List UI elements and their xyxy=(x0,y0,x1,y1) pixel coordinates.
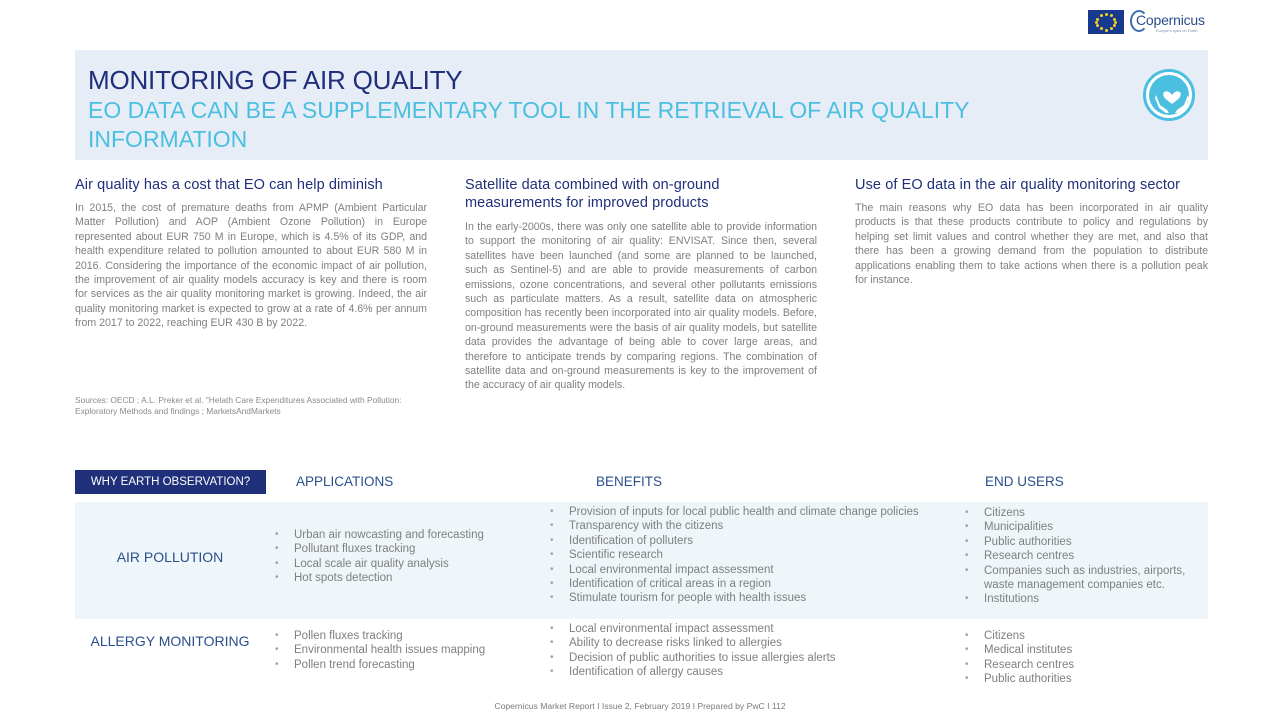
benefits-list xyxy=(550,505,950,606)
list-item: • Local scale air quality analysis xyxy=(275,557,535,571)
list-item: • Urban air nowcasting and forecasting xyxy=(275,528,535,542)
why-eo-label: WHY EARTH OBSERVATION? xyxy=(75,470,266,494)
list-item: • Companies such as industries, airports, waste management companies etc. xyxy=(965,564,1205,593)
column-body: In 2015, the cost of premature deaths from APMP (Ambient Particular Matter Pollution) and AOP (Ambient Ozone Pollution) in Europe represented about EUR 750 M in Europe, which is 4.5% of its GDP, and health expenditure related to pollution amounted to about EUR 580 M in 2016. Considering the importance of the economic impact of air pollution, the improvement of air quality models accuracy is key and there is room for services as the air quality monitoring market is growing. Indeed, the air quality monitoring market is expected to grow at a rate of 4.6% per annum from 2017 to 2022, reaching EUR 430 B by 2022. xyxy=(75,202,427,330)
list-item: • Pollen trend forecasting xyxy=(275,658,535,672)
list-item: • Stimulate tourism for people with health issues xyxy=(550,591,950,605)
benefits-list xyxy=(550,622,950,680)
applications-list xyxy=(275,528,535,586)
page-subtitle: EO DATA CAN BE A SUPPLEMENTARY TOOL IN THE RETRIEVAL OF AIR QUALITY INFORMATION xyxy=(88,97,970,152)
sources-note: Sources: OECD ; A.L. Preker et al. "Helath Care Expenditures Associated with Pollution: Exploratory Methods and findings ; MarketsAndMarkets xyxy=(75,395,402,416)
applications-list xyxy=(275,629,535,672)
list-item: • Identification of allergy causes xyxy=(550,665,950,679)
list-item: • Local environmental impact assessment xyxy=(550,622,950,636)
end-users-list xyxy=(965,629,1205,687)
column-cost xyxy=(75,176,427,331)
end-users-list xyxy=(965,506,1205,607)
column-body: In the early-2000s, there was only one satellite able to provide information to support the monitoring of air quality: ENVISAT. Since then, several satellites have been launched (and some are planned to be launched, such as Sentinel-5) and are able to provide measurements of carbon emissions, ozone concentrations, and several other pollutants emissions such as particulate matters. As a result, satellite data on atmospheric composition has recently been incorporated into air quality models. Before, on-ground measurements were the basis of air quality models, but satellite data provides the advantage of being able to cover large areas, and therefore to anticipate trends by comparing regions. The combination of satellite data and on-ground measurements is key to the improvement of the accuracy of air quality models. xyxy=(465,221,817,392)
list-item: • Citizens xyxy=(965,629,1205,643)
eu-flag-icon xyxy=(1088,10,1124,34)
column-satellite xyxy=(465,176,817,393)
list-item: • Scientific research xyxy=(550,548,950,562)
list-item: • Decision of public authorities to issue allergies alerts xyxy=(550,651,950,665)
logo-area xyxy=(1088,10,1204,36)
list-item: • Local environmental impact assessment xyxy=(550,563,950,577)
list-item: • Citizens xyxy=(965,506,1205,520)
list-item: • Pollen fluxes tracking xyxy=(275,629,535,643)
list-item: • Identification of polluters xyxy=(550,534,950,548)
list-item: • Hot spots detection xyxy=(275,571,535,585)
end-users-header: END USERS xyxy=(985,474,1064,489)
row-label: AIR POLLUTION xyxy=(116,549,224,565)
column-eo-use xyxy=(855,176,1208,287)
list-item: • Provision of inputs for local public health and climate change policies xyxy=(550,505,950,519)
list-item: • Identification of critical areas in a region xyxy=(550,577,950,591)
column-heading: Use of EO data in the air quality monitoring sector xyxy=(855,177,1181,193)
table-row-allergy-monitoring xyxy=(75,620,1208,690)
list-item: • Ability to decrease risks linked to allergies xyxy=(550,636,950,650)
list-item: • Public authorities xyxy=(965,535,1205,549)
page-title: MONITORING OF AIR QUALITY xyxy=(88,65,463,95)
header-band xyxy=(75,50,1208,160)
list-item: • Medical institutes xyxy=(965,643,1205,657)
column-heading: Air quality has a cost that EO can help diminish xyxy=(75,177,383,193)
row-label: ALLERGY MONITORING xyxy=(90,633,250,649)
list-item: • Transparency with the citizens xyxy=(550,519,950,533)
list-item: • Research centres xyxy=(965,658,1205,672)
list-item: • Public authorities xyxy=(965,672,1205,686)
benefits-header: BENEFITS xyxy=(596,474,663,489)
list-item: • Pollutant fluxes tracking xyxy=(275,542,535,556)
list-item: • Institutions xyxy=(965,592,1205,606)
column-body: The main reasons why EO data has been incorporated in air quality products is that these products contribute to policy and regulations by helping set limit values and control whether they are met, and also that there has been a growing demand from the population to distribute applications enabling them to take actions when there is a pollution peak for instance. xyxy=(855,202,1208,287)
copernicus-logo: Copernicus Europe's eyes on Earth xyxy=(1130,10,1204,36)
list-item: • Municipalities xyxy=(965,520,1205,534)
page-footer: Copernicus Market Report I Issue 2, February 2019 I Prepared by PwC I 112 xyxy=(494,701,786,711)
heart-hands-icon xyxy=(1143,69,1195,121)
table-row-air-pollution xyxy=(75,502,1208,619)
applications-header: APPLICATIONS xyxy=(296,474,394,489)
column-heading: Satellite data combined with on-ground measurements for improved products xyxy=(465,177,720,211)
list-item: • Environmental health issues mapping xyxy=(275,643,535,657)
list-item: • Research centres xyxy=(965,549,1205,563)
